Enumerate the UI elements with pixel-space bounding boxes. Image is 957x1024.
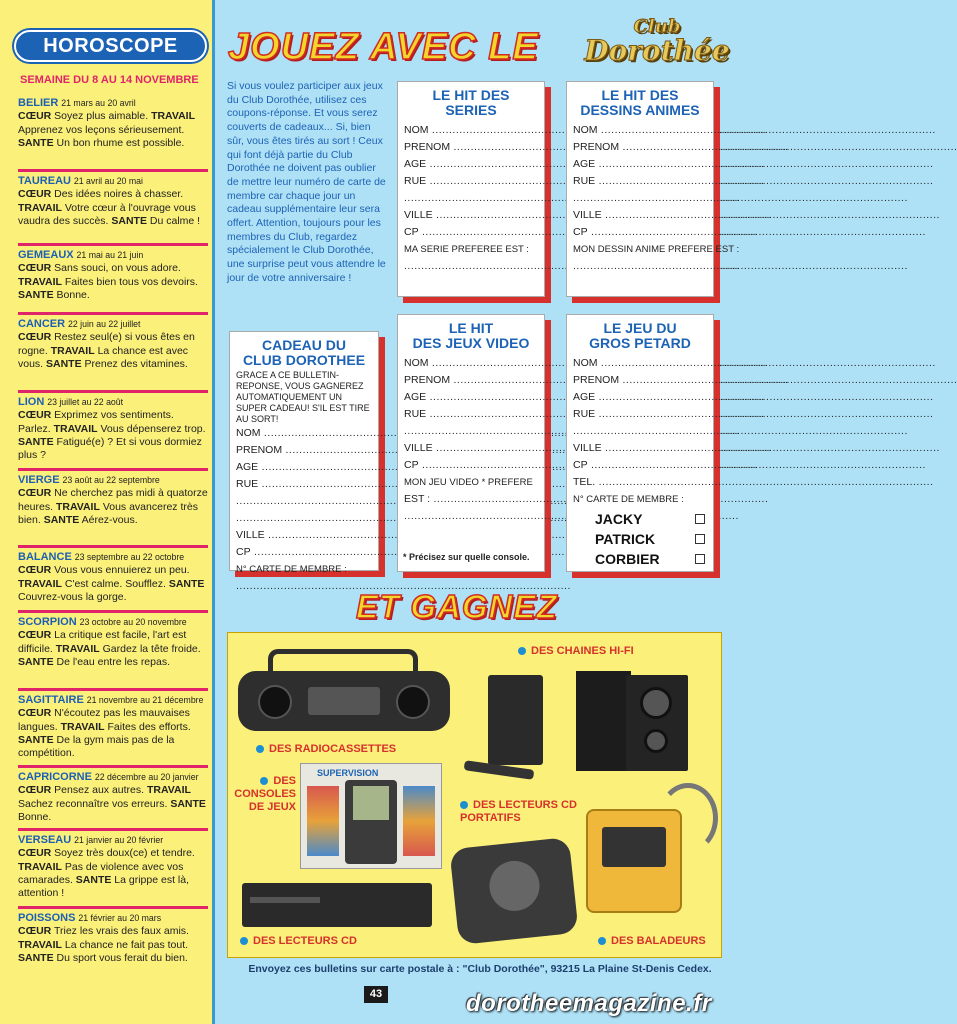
sign-text: CŒUR Restez seul(e) si vous êtes en rogne. TRAVAIL La chance est avec vous. SANTE Prenez des vitamines. (18, 331, 195, 370)
speaker-cone-icon (640, 687, 672, 719)
card-gros-petard (566, 314, 714, 572)
sign-text: CŒUR Pensez aux autres. TRAVAIL Sachez reconnaître vos erreurs. SANTE Bonne. (18, 784, 206, 823)
sign-dates: 21 novembre au 21 décembre (86, 695, 204, 705)
prize-baladeurs-text: DES BALADEURS (611, 935, 706, 947)
sign-name: POISSONS (18, 912, 76, 924)
sign-text: CŒUR Vous vous ennuierez un peu. TRAVAIL C'est calme. Soufflez. SANTE Couvrez-vous la gorge. (18, 564, 205, 603)
form-field[interactable]: RUE ..... (404, 406, 538, 423)
headphones-image (658, 783, 718, 853)
sign-dates: 22 décembre au 20 janvier (94, 772, 199, 782)
checkbox-icon[interactable] (695, 554, 705, 564)
jeux-note: * Précisez sur quelle console. (403, 552, 530, 562)
card-title-1: LE HIT DES (601, 87, 679, 103)
page-number: 43 (364, 986, 388, 1003)
form-field[interactable]: PRENOM ..... (573, 139, 707, 156)
form-field[interactable]: VILLE ..... (404, 207, 538, 224)
sign-dates: 21 janvier au 20 février (74, 835, 164, 845)
sign-name: CAPRICORNE (18, 771, 92, 783)
prize-hifi-label (518, 645, 634, 658)
prize-consoles-label (230, 775, 296, 814)
bullet-icon (240, 937, 248, 945)
form-fields (398, 118, 544, 279)
sign-name: SCORPION (18, 616, 77, 628)
bullet-icon (460, 801, 468, 809)
form-field[interactable] (236, 493, 372, 510)
card-title-2: CLUB DOROTHEE (242, 352, 366, 368)
speaker-icon (258, 685, 292, 719)
form-field[interactable]: NOM ..... (573, 122, 707, 139)
form-field-last2[interactable]: EST : ..... (404, 491, 538, 508)
form-field[interactable]: RUE ..... (573, 406, 707, 423)
console-screen-icon (353, 786, 389, 820)
sign-dates: 21 avril au 20 mai (73, 176, 143, 186)
sign-name: VERSEAU (18, 834, 72, 846)
card-hit-series (397, 81, 545, 297)
speaker-icon (396, 685, 430, 719)
card-title-2: DESSINS ANIMES (580, 102, 700, 118)
handheld-console-image (345, 780, 397, 864)
prize-hifi-text: DES CHAINES HI-FI (531, 645, 634, 657)
form-field-last[interactable]: MON DESSIN ANIME PREFERE EST : (573, 244, 740, 255)
choices-list (595, 509, 705, 569)
sign-text: CŒUR Ne cherchez pas midi à quatorze heures. TRAVAIL Vous avancerez très bien. SANTE Aérez-vous. (18, 487, 208, 526)
card-hit-jeux (397, 314, 545, 572)
horoscope-sign (18, 551, 208, 604)
form-field[interactable]: PRENOM ..... (404, 372, 538, 389)
form-field[interactable] (404, 190, 538, 207)
sign-name: GEMEAUX (18, 249, 74, 261)
horoscope-sign (18, 616, 208, 669)
prize-consoles-text: DES CONSOLES DE JEUX (234, 775, 296, 813)
hifi-unit-image (488, 675, 543, 765)
sign-text: CŒUR Soyez plus aimable. TRAVAIL Apprenez vos leçons sérieusement. SANTE Un bon rhume est possible. (18, 110, 196, 149)
checkbox-icon[interactable] (695, 514, 705, 524)
sign-dates: 21 mai au 21 juin (76, 250, 144, 260)
sign-text: CŒUR La critique est facile, l'art est difficile. TRAVAIL Gardez la tête froide. SANTE De l'eau entre les repas. (18, 629, 201, 668)
horoscope-sign (18, 771, 208, 824)
disc-icon (487, 858, 542, 913)
cadeau-text: GRACE A CE BULLETIN-REPONSE, VOUS GAGNEREZ AUTOMATIQUEMENT UN SUPER CADEAU! S'IL EST TIRE AU SORT! (236, 370, 370, 424)
form-field[interactable]: AGE ..... (573, 389, 707, 406)
tape-window-icon (602, 827, 666, 867)
sign-name: BELIER (18, 97, 59, 109)
horoscope-week: SEMAINE DU 8 AU 14 NOVEMBRE (20, 74, 199, 86)
form-field[interactable]: CP ..... (404, 224, 538, 241)
form-field[interactable]: CP ..... (573, 224, 707, 241)
sign-separator (18, 688, 208, 691)
form-field[interactable]: AGE ..... (404, 389, 538, 406)
sign-separator (18, 243, 208, 246)
sign-dates: 23 octobre au 20 novembre (79, 617, 187, 627)
form-field[interactable]: CP ..... (573, 457, 707, 474)
handle-icon (268, 649, 418, 675)
form-field[interactable]: PRENOM ..... (404, 139, 538, 156)
logo-line2: Dorothée (584, 34, 730, 67)
form-field-last[interactable]: MON JEU VIDEO * PREFERE (404, 477, 533, 488)
sign-dates: 21 mars au 20 avril (61, 98, 136, 108)
console-box-image (300, 763, 442, 869)
game-cover-image (307, 786, 339, 856)
form-field-blank[interactable] (236, 578, 372, 595)
choice-label: CORBIER (595, 551, 660, 567)
card-hit-dessins (566, 81, 740, 297)
form-field[interactable]: CP ..... (404, 457, 538, 474)
form-field[interactable]: RUE ..... (573, 173, 707, 190)
card-title-2: DES JEUX VIDEO (412, 335, 530, 351)
form-field[interactable]: VILLE ..... (573, 207, 707, 224)
form-field[interactable]: AGE ..... (404, 156, 538, 173)
game-cover-image (403, 786, 435, 856)
radiocassette-image (238, 671, 450, 731)
form-fields (398, 351, 544, 529)
horoscope-sign (18, 175, 208, 228)
prize-cd-label (240, 935, 357, 948)
footer-address: Envoyez ces bulletins sur carte postale à : "Club Dorothée", 93215 La Plaine St-Denis Cedex. (248, 963, 712, 975)
supervision-label: SUPERVISION (317, 768, 379, 778)
form-field[interactable]: AGE ..... (573, 156, 707, 173)
sign-separator (18, 906, 208, 909)
horoscope-sign (18, 249, 208, 302)
tray-icon (250, 897, 320, 903)
sign-dates: 23 août au 22 septembre (62, 475, 160, 485)
cd-player-image (242, 883, 432, 927)
speaker-right-image (626, 675, 688, 771)
choice-row[interactable] (595, 509, 705, 529)
sign-dates: 21 février au 20 mars (78, 913, 162, 923)
sign-text: CŒUR Triez les vrais des faux amis. TRAVAIL La chance ne fait pas tout. SANTE Du sport vous ferait du bien. (18, 925, 189, 964)
card-title-1: CADEAU DU (262, 337, 346, 353)
sign-separator (18, 765, 208, 768)
horoscope-title: HOROSCOPE (14, 30, 207, 62)
prize-cd-text: DES LECTEURS CD (253, 935, 357, 947)
form-field[interactable]: TEL. ..... (573, 474, 707, 491)
form-field[interactable]: NOM ..... (236, 425, 372, 442)
sign-dates: 22 juin au 22 juillet (67, 319, 141, 329)
card-title-1: LE HIT (448, 320, 494, 336)
prize-cdport-text: DES LECTEURS CD PORTATIFS (460, 799, 577, 824)
checkbox-icon[interactable] (695, 534, 705, 544)
prize-cdport-label (460, 799, 580, 825)
intro-text: Si vous voulez participer aux jeux du Club Dorothée, utilisez ces coupons-réponse. Et vous serez couverts de cadeaux... Si, bien sûr, vous êtes tirés au sort ! Ceux qui font déjà partie du Club Dorothée ne doivent pas oublier de mettre leur numéro de carte de membre car chaque jour un cadeau supplémentaire leur sera offert. Attention, toujours pour les membres du Club, regardez spécialement le Club Dorothée, une surprise peut vous attendre le jour de votre anniversaire ! (227, 80, 386, 284)
portable-cd-image (449, 837, 578, 945)
form-field-blank[interactable] (404, 258, 538, 275)
form-fields (567, 351, 713, 512)
sign-name: TAUREAU (18, 175, 71, 187)
bullet-icon (260, 777, 268, 785)
form-fields (236, 425, 372, 595)
form-field[interactable]: NOM ..... (404, 355, 538, 372)
form-field[interactable]: AGE ..... (236, 459, 372, 476)
sign-name: LION (18, 396, 45, 408)
sign-text: CŒUR Soyez très doux(ce) et tendre. TRAVAIL Pas de violence avec vos camarades. SANTE La grippe est là, attention ! (18, 847, 195, 900)
card-title-2: GROS PETARD (589, 335, 691, 351)
horoscope-sign (18, 912, 208, 965)
form-field[interactable] (236, 510, 372, 527)
speaker-left-image (576, 671, 631, 771)
card-cadeau (229, 331, 379, 575)
logo-line1: Club (633, 16, 681, 37)
horoscope-sign (18, 834, 208, 900)
form-field[interactable]: RUE ..... (236, 476, 372, 493)
form-field[interactable]: VILLE ..... (573, 440, 707, 457)
form-field-last[interactable]: MA SERIE PREFEREE EST : (404, 244, 529, 255)
club-dorothee-logo (562, 18, 752, 73)
prize-radio-label (256, 743, 396, 756)
sign-name: VIERGE (18, 474, 60, 486)
horoscope-sign (18, 474, 208, 527)
horoscope-sign (18, 318, 208, 371)
form-field[interactable] (573, 423, 707, 440)
bullet-icon (518, 647, 526, 655)
bullet-icon (598, 937, 606, 945)
form-field[interactable] (404, 423, 538, 440)
form-field[interactable]: RUE ..... (404, 173, 538, 190)
sign-separator (18, 545, 208, 548)
horoscope-sign (18, 396, 208, 462)
sign-name: SAGITTAIRE (18, 694, 84, 706)
sign-dates: 23 septembre au 22 octobre (74, 552, 185, 562)
sign-separator (18, 390, 208, 393)
form-field-last[interactable]: N° CARTE DE MEMBRE : (573, 494, 684, 505)
form-field-blank[interactable] (573, 258, 707, 275)
sign-text: CŒUR N'écoutez pas les mauvaises langues. TRAVAIL Faites des efforts. SANTE De la gym mais pas de la compétition. (18, 707, 191, 760)
form-field-last[interactable]: N° CARTE DE MEMBRE : (236, 564, 347, 575)
form-field[interactable]: VILLE ..... (404, 440, 538, 457)
form-fields (567, 118, 740, 279)
prizes-panel (227, 632, 722, 958)
form-field[interactable]: VILLE ..... (236, 527, 372, 544)
gagnez-title: ET GAGNEZ (356, 588, 558, 625)
bullet-icon (256, 745, 264, 753)
card-title-2: SERIES (445, 102, 497, 118)
sign-separator (18, 169, 208, 172)
sign-dates: 23 juillet au 22 août (47, 397, 124, 407)
sign-separator (18, 312, 208, 315)
sign-name: CANCER (18, 318, 66, 330)
watermark: dorotheemagazine.fr (466, 990, 712, 1017)
form-field[interactable] (573, 190, 707, 207)
sign-separator (18, 828, 208, 831)
choice-row[interactable] (595, 549, 705, 569)
card-title-1: LE JEU DU (603, 320, 677, 336)
page-title: JOUEZ AVEC LE (228, 26, 539, 68)
form-field[interactable]: NOM ..... (573, 355, 707, 372)
sign-separator (18, 610, 208, 613)
form-field[interactable]: PRENOM ..... (573, 372, 707, 389)
form-field-blank[interactable] (404, 508, 538, 525)
horoscope-sign (18, 694, 208, 760)
choice-label: PATRICK (595, 531, 656, 547)
prize-radio-text: DES RADIOCASSETTES (269, 743, 397, 755)
form-field[interactable]: CP ..... (236, 544, 372, 561)
sign-separator (18, 468, 208, 471)
sign-text: CŒUR Exprimez vos sentiments. Parlez. TRAVAIL Vous dépenserez trop. SANTE Fatigué(e) ? Et si vous dormiez plus ? (18, 409, 206, 462)
sign-text: CŒUR Des idées noires à chasser. TRAVAIL Votre cœur à l'ouvrage vous vaudra des succès. SANTE Du calme ! (18, 188, 201, 227)
sign-name: BALANCE (18, 551, 72, 563)
speaker-cone-icon (644, 729, 668, 753)
cassette-deck-icon (308, 687, 380, 715)
prize-baladeurs-label (598, 935, 706, 948)
sign-text: CŒUR Sans souci, on vous adore. TRAVAIL Faites bien tous vos devoirs. SANTE Bonne. (18, 262, 198, 301)
form-field[interactable]: NOM ..... (404, 122, 538, 139)
choice-label: JACKY (595, 511, 643, 527)
card-title-1: LE HIT DES (432, 87, 510, 103)
choice-row[interactable] (595, 529, 705, 549)
horoscope-sign (18, 97, 208, 150)
form-field[interactable]: PRENOM ..... (236, 442, 372, 459)
